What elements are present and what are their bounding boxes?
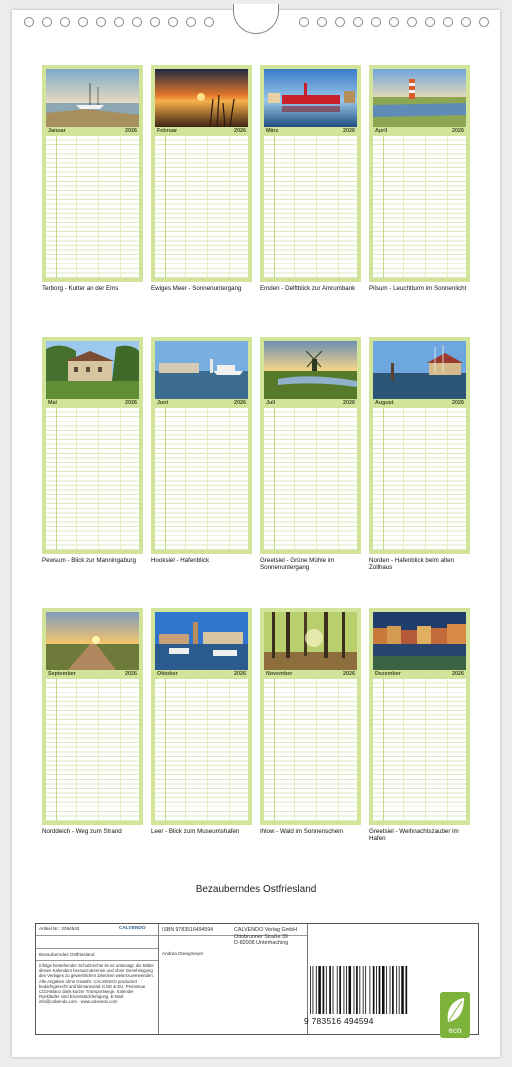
planner-column-divider [447, 136, 448, 278]
month-year: 2026 [343, 671, 355, 677]
month-name: November [266, 671, 293, 677]
barcode-bar [318, 966, 321, 1014]
binding-hole [299, 17, 309, 27]
binding-hole [335, 17, 345, 27]
month-name: Februar [157, 128, 178, 134]
month-header [373, 399, 466, 408]
planner-column-divider [338, 408, 339, 550]
month-name: Dezember [375, 671, 401, 677]
binding-hole [407, 17, 417, 27]
photo-caption: Norddeich - Weg zum Strand [42, 828, 122, 835]
month-photo [155, 612, 248, 670]
planner-column-divider [76, 136, 77, 278]
month-name: September [48, 671, 76, 677]
planner-column-divider [98, 136, 99, 278]
barcode-bar [323, 966, 325, 1014]
planner-grid [373, 408, 466, 550]
planner-grid [155, 408, 248, 550]
barcode-bar [373, 966, 375, 1014]
publisher-city: D-82008 Unterhaching [234, 940, 289, 947]
month-header [155, 127, 248, 136]
month-photo [46, 69, 139, 127]
publisher-logo [119, 926, 157, 932]
planner-column-divider [403, 136, 404, 278]
month-card [260, 608, 361, 825]
planner-grid [155, 679, 248, 821]
imprint-rule [36, 948, 158, 949]
month-photo [373, 341, 466, 399]
month-card [42, 608, 143, 825]
planner-column-divider [294, 136, 295, 278]
barcode-bar [365, 966, 366, 1014]
barcode-bar [329, 966, 331, 1014]
month-photo [46, 341, 139, 399]
month-card [369, 608, 470, 825]
binding-hole [317, 17, 327, 27]
legal-notice: Infolge bestehender Schutzrechte ist es untersagt, die Bilder dieses Kalenders herauszutrennen und ohne Genehmigung des Verlages zu gewerblichen Zwecken weiterzuverwenden. Alle Angaben ohne Gewähr. CALVENDO produziert bedarfsgerecht und klimaneutral in DE & EU. Preistreue CO2-Bilanz dank kurzer Transportwege. Kalender Rückläufer sind Einzelstückfertigung. E-Mail: info@calvendo.com · www.calvendo.com [39, 963, 154, 1005]
barcode-bar [390, 966, 391, 1014]
binding-hole [389, 17, 399, 27]
month-name: Juni [157, 400, 169, 406]
month-year: 2026 [452, 400, 464, 406]
planner-column-divider [207, 136, 208, 278]
photo-caption: Pewsum - Blick zur Manningaburg [42, 557, 136, 564]
planner-column-divider [403, 408, 404, 550]
month-header [264, 670, 357, 679]
month-card [260, 65, 361, 282]
month-photo [155, 341, 248, 399]
binding-hole [353, 17, 363, 27]
planner-column-divider [229, 408, 230, 550]
planner-column-divider [185, 136, 186, 278]
planner-column-divider [229, 679, 230, 821]
planner-column-divider [294, 408, 295, 550]
binding-hole [168, 17, 178, 27]
month-year: 2026 [452, 128, 464, 134]
month-header [46, 127, 139, 136]
month-header [373, 127, 466, 136]
barcode-bar [379, 966, 381, 1014]
publisher-name: CALVENDO Verlag GmbH [234, 927, 298, 933]
month-photo [264, 612, 357, 670]
month-name: August [375, 400, 394, 406]
planner-column-divider [98, 408, 99, 550]
planner-grid [155, 136, 248, 278]
barcode-bar [346, 966, 347, 1014]
ean-barcode [308, 966, 410, 1014]
month-card [369, 337, 470, 554]
author: Andrea Dreegmeyer [162, 951, 204, 956]
planner-column-divider [316, 679, 317, 821]
binding-hole [186, 17, 196, 27]
month-card [369, 65, 470, 282]
barcode-bar [376, 966, 377, 1014]
barcode-bar [359, 966, 360, 1014]
barcode-bar [313, 966, 314, 1014]
publisher-street: Ottobrunner Straße 39 [234, 933, 288, 940]
barcode-bar [386, 966, 387, 1014]
photo-caption: Emden - Delftblick zur Amrumbank [260, 285, 356, 292]
planner-column-divider [185, 408, 186, 550]
binding-hole [461, 17, 471, 27]
photo-caption: Leer - Blick zum Museumshafen [151, 828, 240, 835]
barcode-bar [310, 966, 311, 1014]
planner-column-divider [403, 679, 404, 821]
photo-caption: Hooksiel - Hafenblick [151, 557, 210, 564]
barcode-bar [399, 966, 400, 1014]
month-photo [46, 612, 139, 670]
publisher-address [234, 927, 308, 947]
imprint-rule [36, 935, 158, 936]
month-name: Mai [48, 400, 57, 406]
calendar-page [12, 10, 500, 1057]
barcode-bar [344, 966, 345, 1014]
imprint-short-title: Bezauberndes Ostfriesland [39, 952, 95, 957]
month-photo [155, 69, 248, 127]
binding-hole [114, 17, 124, 27]
month-card [151, 337, 252, 554]
planner-column-divider [76, 408, 77, 550]
planner-grid [373, 136, 466, 278]
month-card [260, 337, 361, 554]
month-card [151, 608, 252, 825]
binding-hole [204, 17, 214, 27]
photo-caption: Greetsiel - Grüne Mühle im Sonnenuntergang [260, 557, 335, 572]
month-photo [373, 69, 466, 127]
month-year: 2026 [234, 400, 246, 406]
binding-hole [42, 17, 52, 27]
barcode-bar [339, 966, 341, 1014]
planner-column-divider [447, 679, 448, 821]
month-year: 2026 [452, 671, 464, 677]
month-header [264, 127, 357, 136]
month-header [155, 399, 248, 408]
planner-grid [264, 679, 357, 821]
planner-column-divider [120, 408, 121, 550]
month-header [264, 399, 357, 408]
barcode-bar [363, 966, 364, 1014]
planner-column-divider [338, 136, 339, 278]
planner-column-divider [185, 679, 186, 821]
month-name: Januar [48, 128, 66, 134]
planner-column-divider [120, 679, 121, 821]
planner-column-divider [207, 679, 208, 821]
barcode-bar [349, 966, 352, 1014]
binding-hole [443, 17, 453, 27]
planner-column-divider [76, 679, 77, 821]
planner-column-divider [316, 136, 317, 278]
publisher-logo-text: CALVENDO [119, 926, 146, 931]
barcode-bar [405, 966, 407, 1014]
eco-leaf-icon [440, 992, 470, 1038]
barcode-bar [392, 966, 394, 1014]
month-photo [264, 341, 357, 399]
month-name: Juli [266, 400, 276, 406]
planner-grid [264, 136, 357, 278]
planner-grid [46, 136, 139, 278]
month-photo [264, 69, 357, 127]
barcode-bar [382, 966, 385, 1014]
planner-column-divider [316, 408, 317, 550]
planner-column-divider [98, 679, 99, 821]
binding-hole [479, 17, 489, 27]
month-card [151, 65, 252, 282]
month-year: 2026 [125, 128, 137, 134]
planner-column-divider [120, 136, 121, 278]
month-year: 2026 [125, 671, 137, 677]
planner-column-divider [229, 136, 230, 278]
planner-grid [46, 679, 139, 821]
month-year: 2026 [234, 671, 246, 677]
barcode-bar [333, 966, 334, 1014]
photo-caption: Terborg - Kutter an der Ems [42, 285, 119, 292]
binding-hole [371, 17, 381, 27]
photo-caption: Greetsiel - Weihnachtszauber im Hafen [369, 828, 459, 843]
photo-caption: Ihlow - Wald im Sonnenschein [260, 828, 343, 835]
month-name: April [375, 128, 388, 134]
month-year: 2026 [234, 128, 246, 134]
binding-hole [150, 17, 160, 27]
isbn: ISBN 9783516494594 [162, 927, 214, 933]
planner-column-divider [425, 136, 426, 278]
month-header [46, 670, 139, 679]
barcode-bar [354, 966, 355, 1014]
planner-column-divider [425, 408, 426, 550]
barcode-bar [326, 966, 327, 1014]
binding-hole [132, 17, 142, 27]
month-card [42, 65, 143, 282]
binding-hole [24, 17, 34, 27]
planner-grid [46, 408, 139, 550]
calendar-title: Bezauberndes Ostfriesland [195, 884, 317, 895]
planner-column-divider [294, 679, 295, 821]
binding-hole [60, 17, 70, 27]
binding-hole [78, 17, 88, 27]
planner-column-divider [338, 679, 339, 821]
month-header [373, 670, 466, 679]
photo-caption: Norden - Hafenblick beim alten Zollhaus [369, 557, 454, 572]
barcode-bar [356, 966, 358, 1014]
imprint-rule [36, 960, 158, 961]
barcode-bar [316, 966, 317, 1014]
planner-column-divider [207, 408, 208, 550]
barcode-bar [369, 966, 370, 1014]
eco-label: eco [448, 1026, 462, 1035]
month-year: 2026 [343, 128, 355, 134]
imprint-divider [158, 924, 159, 1034]
article-number: Artikel Nr.: 2064543 [39, 926, 80, 931]
month-year: 2026 [125, 400, 137, 406]
month-header [46, 399, 139, 408]
barcode-bar [401, 966, 404, 1014]
photo-caption: Ewiges Meer - Sonnenuntergang [151, 285, 242, 292]
month-card [42, 337, 143, 554]
planner-grid [264, 408, 357, 550]
month-year: 2026 [343, 400, 355, 406]
month-header [155, 670, 248, 679]
month-name: Oktober [157, 671, 178, 677]
planner-grid [373, 679, 466, 821]
barcode-digits: 9 783516 494594 [304, 1016, 374, 1026]
binding-hole [425, 17, 435, 27]
month-photo [373, 612, 466, 670]
month-name: März [266, 128, 279, 134]
barcode-bar [396, 966, 397, 1014]
barcode-bar [337, 966, 338, 1014]
binding-hole [96, 17, 106, 27]
planner-column-divider [447, 408, 448, 550]
planner-column-divider [425, 679, 426, 821]
photo-caption: Pilsum - Leuchtturm im Sonnenlicht [369, 285, 467, 292]
